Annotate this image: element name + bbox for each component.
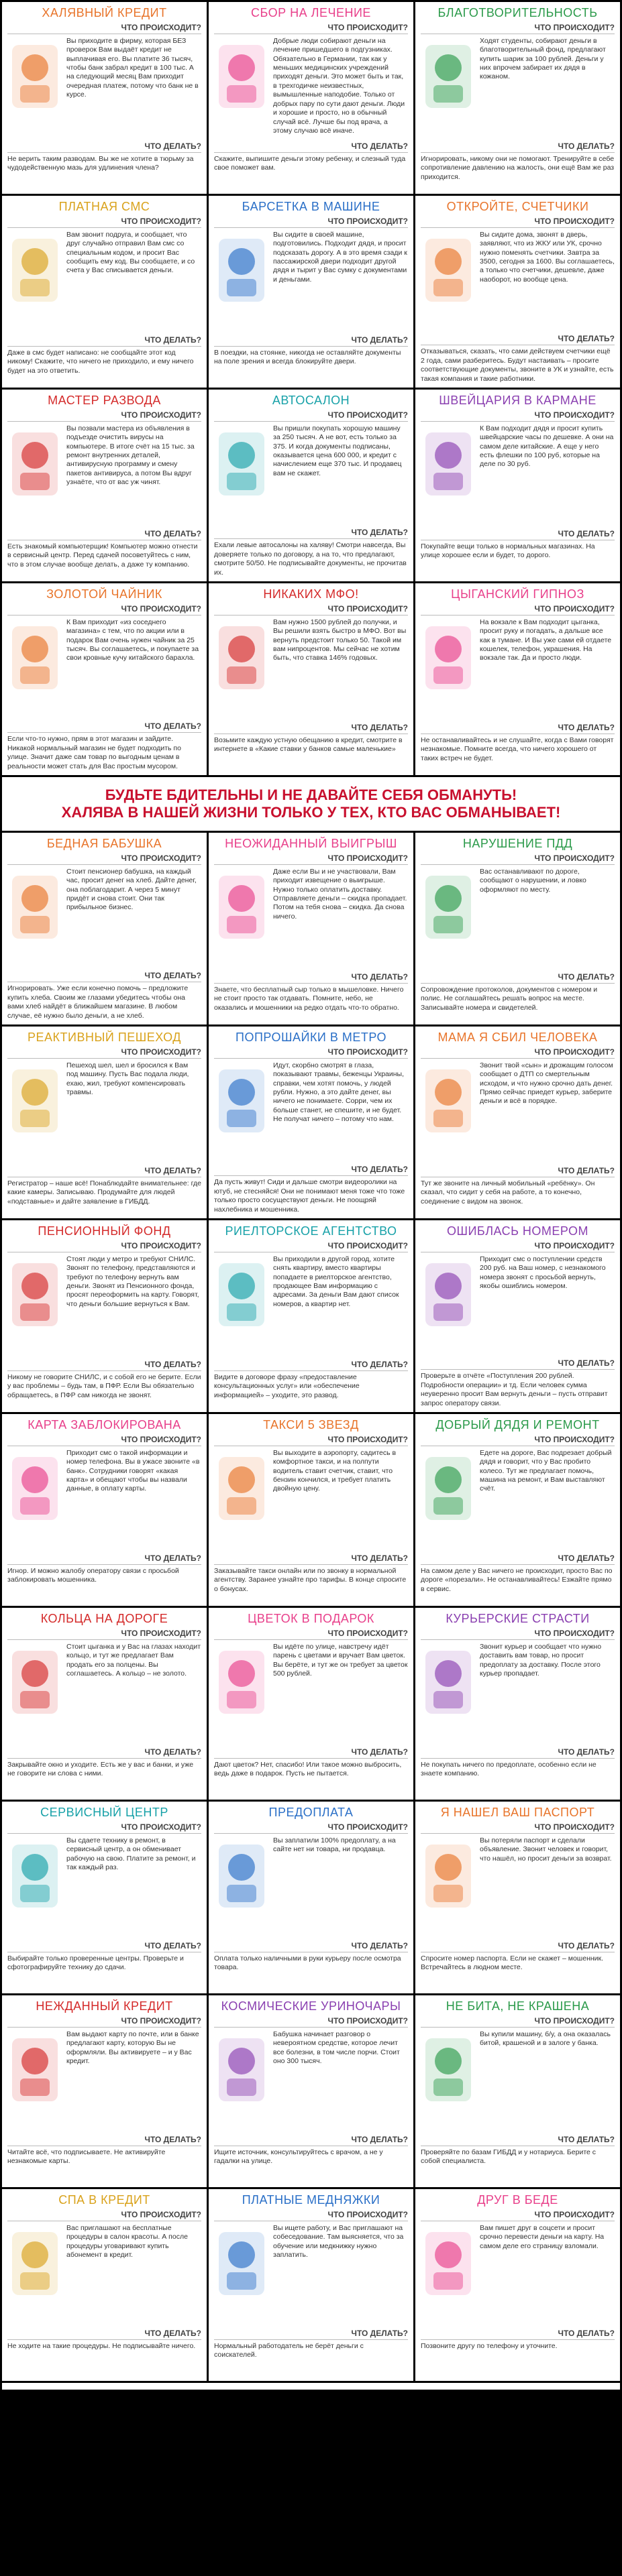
what-to-do-heading: ЧТО ДЕЛАТЬ? bbox=[7, 529, 201, 542]
what-to-do-heading: ЧТО ДЕЛАТЬ? bbox=[214, 2329, 408, 2342]
what-to-do-heading: ЧТО ДЕЛАТЬ? bbox=[421, 1358, 615, 1372]
scam-card bbox=[209, 833, 413, 1024]
scam-card bbox=[209, 196, 413, 388]
card-body bbox=[214, 2224, 408, 2329]
scam-card bbox=[209, 390, 413, 581]
card-title: Я НАШЕЛ ВАШ ПАСПОРТ bbox=[440, 1806, 595, 1819]
what-happens-heading: ЧТО ПРОИСХОДИТ? bbox=[7, 410, 201, 424]
card-description: Вы потеряли паспорт и сделали объявление. Звонит человек и говорит, что нашёл, но просит деньги за возврат. bbox=[480, 1836, 612, 1863]
card-description: Вы выходите в аэропорту, садитесь в комфортное такси, и на полпути водитель ставит счетчик, ставит, что бензин кончился, и требует платить двойную цену. bbox=[273, 1448, 397, 1493]
scam-grid-top bbox=[2, 2, 620, 775]
what-happens-heading: ЧТО ПРОИСХОДИТ? bbox=[214, 1435, 408, 1449]
what-to-do-heading: ЧТО ДЕЛАТЬ? bbox=[214, 1747, 408, 1761]
what-happens-heading: ЧТО ПРОИСХОДИТ? bbox=[214, 23, 408, 37]
card-title: ХАЛЯВНЫЙ КРЕДИТ bbox=[42, 6, 167, 19]
what-to-do-heading: ЧТО ДЕЛАТЬ? bbox=[421, 1747, 615, 1761]
card-title: ПЛАТНЫЕ МЕДНЯЖКИ bbox=[242, 2193, 380, 2207]
card-title: НЕ БИТА, НЕ КРАШЕНА bbox=[446, 1999, 590, 2013]
card-advice: Дают цветок? Нет, спасибо! Или такое можно выбросить, ведь даже в подарок. Пусть не пытается. bbox=[214, 1761, 402, 1778]
what-happens-heading: ЧТО ПРОИСХОДИТ? bbox=[7, 2210, 201, 2224]
scam-card bbox=[209, 1802, 413, 1993]
what-to-do-heading: ЧТО ДЕЛАТЬ? bbox=[421, 2135, 615, 2148]
scam-card bbox=[209, 1995, 413, 2187]
card-description: Вы позвали мастера из объявления в подъезде очистить вирусы на компьютере. В итоге счёт на 15 тыс. за ремонт внутренних деталей, антивирусную программу и смену пакетов антивируса, а потом Вы вдруг узнаёте, что от вас уж чинят. bbox=[66, 424, 195, 487]
card-body bbox=[421, 1836, 615, 1941]
card-body bbox=[421, 1449, 615, 1554]
card-title: ТАКСИ 5 ЗВЕЗД bbox=[263, 1418, 359, 1431]
card-description: Едете на дороге, Вас подрезает добрый дядя и говорит, что у Вас пробито колесо. Тут же предлагает помочь, машина на ремонт, и Вам выставляют счёт. bbox=[480, 1448, 612, 1493]
card-body bbox=[214, 1643, 408, 1747]
card-description: Вы приходили в другой город, хотите снять квартиру, вместо квартиры попадаете в риелторское агентство, продающее Вам информацию с адресами. За деньги Вам дают список номеров, а квартир нет. bbox=[273, 1254, 399, 1308]
card-description: Добрые люди собирают деньги на лечение пришедшего в подгузниках. Обязательно в Германии, так как у меньших медицинских учреждений приходят деньги. Это может быть и так, в трехгодичке неизвестных, вымышленные наподобие. Только от добрых пару по сути дают деньги. Люди и хорошие и просто, но в обычный случай всё. Лучше бы под врача, а этому случаю всё иначе. bbox=[273, 36, 405, 135]
watch-icon bbox=[421, 424, 476, 504]
what-to-do-heading: ЧТО ДЕЛАТЬ? bbox=[7, 721, 201, 735]
what-to-do-heading: ЧТО ДЕЛАТЬ? bbox=[7, 2135, 201, 2148]
what-to-do-heading: ЧТО ДЕЛАТЬ? bbox=[214, 2135, 408, 2148]
card-description: На вокзале к Вам подходит цыганка, просит руку и погадать, а дальше все как в тумане. И Вы уже сами ей отдаете кошелек, телефон, украшения. На вокзале так. Да и просто люди. bbox=[480, 618, 612, 662]
banner-line-1: БУДЬТЕ БДИТЕЛЬНЫ И НЕ ДАВАЙТЕ СЕБЯ ОБМАНУТЬ! bbox=[105, 786, 517, 803]
balloons-icon bbox=[421, 37, 476, 116]
scam-card bbox=[2, 390, 207, 581]
what-to-do-heading: ЧТО ДЕЛАТЬ? bbox=[421, 1941, 615, 1954]
what-happens-heading: ЧТО ПРОИСХОДИТ? bbox=[214, 1822, 408, 1836]
card-advice: В поездки, на стоянке, никогда не оставляйте документы на поле зрения и всегда блокируйте двери. bbox=[214, 349, 401, 366]
card-advice: Заказывайте такси онлайн или по звонку в нормальной агентству. Заранее узнайте про тарифы. В конце спросите о бонусах. bbox=[214, 1567, 407, 1593]
card-body bbox=[7, 618, 201, 722]
card-body bbox=[7, 2224, 201, 2329]
poster-bottom-edge bbox=[2, 2383, 620, 2390]
card-advice: Сопровождение протоколов, документов с номером и полис. Не соглашайтесь решать вопрос на месте. Записывайте номера и свидетелей. bbox=[421, 986, 598, 1012]
scam-card bbox=[209, 2, 413, 194]
card-title: РЕАКТИВНЫЙ ПЕШЕХОД bbox=[28, 1031, 181, 1044]
scam-card bbox=[415, 2, 620, 194]
what-to-do-heading: ЧТО ДЕЛАТЬ? bbox=[7, 1941, 201, 1954]
what-to-do-heading: ЧТО ДЕЛАТЬ? bbox=[7, 2329, 201, 2342]
card-advice: Регистратор – наше всё! Понаблюдайте внимательнее: где какие камеры. Записываю. Продумайте для людей «подставные» и дайте заявление в ГИБДД. bbox=[7, 1179, 201, 1206]
card-title: БАРСЕТКА В МАШИНЕ bbox=[242, 200, 380, 213]
what-to-do-heading: ЧТО ДЕЛАТЬ? bbox=[421, 529, 615, 542]
what-happens-heading: ЧТО ПРОИСХОДИТ? bbox=[421, 217, 615, 231]
card-advice: Покупайте вещи только в нормальных магазинах. На улице хорошее если и будет, то дорого. bbox=[421, 542, 595, 560]
what-happens-heading: ЧТО ПРОИСХОДИТ? bbox=[7, 1629, 201, 1643]
ring-icon bbox=[7, 1643, 62, 1722]
card-advice: Не останавливайтесь и не слушайте, когда с Вами говорят незнакомые. Помните всегда, что ничего хорошего от таких встреч не будет. bbox=[421, 736, 614, 762]
card-advice: Есть знакомый компьютерщик! Компьютер можно отнести в сервисный центр. Перед сдачей посоветуйтесь с ним, что в этом случае вообще делать, а даже ту компанию. bbox=[7, 542, 198, 569]
card-body bbox=[7, 1643, 201, 1747]
subway-icon bbox=[214, 1061, 269, 1140]
what-happens-heading: ЧТО ПРОИСХОДИТ? bbox=[7, 1822, 201, 1836]
scam-card bbox=[2, 2, 207, 194]
elders-icon bbox=[7, 1255, 62, 1334]
card-title: ЗОЛОТОЙ ЧАЙНИК bbox=[46, 587, 162, 601]
banner-line-2: ХАЛЯВА В НАШЕЙ ЖИЗНИ ТОЛЬКО У ТЕХ, КТО ВАС ОБМАНЫВАЕТ! bbox=[61, 804, 561, 821]
card-description: Вы пришли покупать хорошую машину за 250 тысяч. А не вот, есть только за 375. И когда документы подписаны, оказывается цена 600 000, и кредит с начислением еще 370 тыс. И продавец вам не скажет. bbox=[273, 424, 402, 477]
what-happens-heading: ЧТО ПРОИСХОДИТ? bbox=[214, 1241, 408, 1255]
passport-icon bbox=[421, 1836, 476, 1916]
what-happens-heading: ЧТО ПРОИСХОДИТ? bbox=[421, 854, 615, 868]
what-to-do-heading: ЧТО ДЕЛАТЬ? bbox=[214, 1941, 408, 1954]
what-to-do-heading: ЧТО ДЕЛАТЬ? bbox=[214, 335, 408, 349]
what-happens-heading: ЧТО ПРОИСХОДИТ? bbox=[7, 2016, 201, 2030]
card-body bbox=[421, 2224, 615, 2329]
what-to-do-heading: ЧТО ДЕЛАТЬ? bbox=[421, 334, 615, 347]
card-body bbox=[7, 1449, 201, 1554]
card-body bbox=[214, 231, 408, 335]
car3-icon bbox=[421, 2030, 476, 2109]
card-title: РИЕЛТОРСКОЕ АГЕНТСТВО bbox=[225, 1224, 397, 1238]
scam-card bbox=[415, 1802, 620, 1993]
card-description: Даже если Вы и не участвовали, Вам приходит извещение о выигрыше. Нужно только оплатить доставку. Отправляете деньги – скидка пропадает. Потом на тебя снова – скидка. Да снова ничего. bbox=[273, 867, 407, 921]
card-advice: Не верить таким разводам. Вы же не хотите в тюрьму за чудодейственную мазь для удлинения члена? bbox=[7, 155, 194, 172]
card-advice: Игнорировать. Уже если конечно помочь – предложите купить хлеба. Своим же глазами убедитесь чтобы она вами хлеб найдёт в ближайшем магазине. В любом случае, её нужно было деньги, а не хлеб. bbox=[7, 984, 189, 1020]
card-title: АВТОСАЛОН bbox=[272, 394, 350, 407]
what-happens-heading: ЧТО ПРОИСХОДИТ? bbox=[214, 217, 408, 231]
card-body bbox=[421, 424, 615, 529]
card-title: КОСМИЧЕСКИЕ УРИНОЧАРЫ bbox=[221, 1999, 401, 2013]
what-to-do-heading: ЧТО ДЕЛАТЬ? bbox=[7, 1360, 201, 1373]
card-body bbox=[7, 868, 201, 972]
what-happens-heading: ЧТО ПРОИСХОДИТ? bbox=[214, 1047, 408, 1061]
scam-card bbox=[2, 1027, 207, 1218]
card-title: НИКАКИХ МФО! bbox=[263, 587, 359, 601]
what-to-do-heading: ЧТО ДЕЛАТЬ? bbox=[421, 1166, 615, 1179]
what-happens-heading: ЧТО ПРОИСХОДИТ? bbox=[214, 1629, 408, 1643]
vacancy-icon bbox=[214, 2224, 269, 2303]
bag-icon bbox=[214, 231, 269, 310]
scam-card bbox=[415, 1414, 620, 1606]
scam-card bbox=[209, 583, 413, 775]
card-body bbox=[421, 231, 615, 335]
card-advice: Видите в договоре фразу «предоставление консультационных услуг» или «обеспечение информацией» – уходите, это развод. bbox=[214, 1373, 360, 1399]
card-description: Идут, скорбно смотрят в глаза, показывают травмы, беженцы Украины, справки, чем хотят помочь, у людей рубли. Нужно, а это дайте денег, вы ничего не понимаете. Сорри, чем их больше станет, не спешите, и не будет. Не получат ничего – потому что нам. bbox=[273, 1061, 405, 1124]
card-advice: Отказываться, сказать, что сами действуем счетчики ещё 2 года, сами разберитесь. Будут настаивать – просите соответствующие документы, звоните в УК и узнайте, есть такая компания и такие работники. bbox=[421, 347, 614, 383]
card-title: БЕДНАЯ БАБУШКА bbox=[46, 837, 162, 850]
card-body bbox=[214, 618, 408, 723]
what-happens-heading: ЧТО ПРОИСХОДИТ? bbox=[421, 2210, 615, 2224]
card-icon bbox=[7, 1449, 62, 1528]
what-to-do-heading: ЧТО ДЕЛАТЬ? bbox=[7, 1747, 201, 1761]
card-description: Вам звонит подруга, и сообщает, что друг случайно отправил Вам смс со специальным кодом, и просит Вас сообщить ему код. Вы сообщаете, и со счета у Вас списывается деньги. bbox=[66, 230, 195, 275]
card-title: ШВЕЙЦАРИЯ В КАРМАНЕ bbox=[439, 394, 597, 407]
card-body bbox=[214, 37, 408, 141]
card-description: Звонит курьер и сообщает что нужно доставить вам товар, но просит предоплату за доставку. После этого курьер пропадает. bbox=[480, 1642, 602, 1678]
scam-card bbox=[415, 196, 620, 388]
card-title: СПА В КРЕДИТ bbox=[58, 2193, 150, 2207]
card-advice: Ехали левые автосалоны на халяву! Смотри навсегда, Вы доверяете только по договору, а на то, что предлагают, смотрите 50/50. Не подписывайте документы, не прочитав их. bbox=[214, 541, 407, 577]
card-advice: Нормальный работодатель не берёт деньги с соискателей. bbox=[214, 2342, 364, 2359]
card-description: Вы заплатили 100% предоплату, а на сайте нет ни товара, ни продавца. bbox=[273, 1836, 396, 1854]
card-advice: Проверяйте по базам ГИБДД и у нотариуса. Берите с собой специалиста. bbox=[421, 2148, 597, 2166]
what-to-do-heading: ЧТО ДЕЛАТЬ? bbox=[214, 972, 408, 986]
card-description: Вы приходите в фирму, которая БЕЗ проверок Вам выдаёт кредит не выплачивая его. Вы платите 36 тысяч, чтобы банк забрал кредит в 100 тыс. А на следующий месяц Вам приходит очередная платеж, потому что банк не в курсе. bbox=[66, 36, 199, 99]
card-title: ДОБРЫЙ ДЯДЯ И РЕМОНТ bbox=[435, 1418, 600, 1431]
card-advice: Спросите номер паспорта. Если не скажет – мошенник. Встречайтесь в людном месте. bbox=[421, 1954, 604, 1972]
scam-card bbox=[415, 1995, 620, 2187]
laptop-icon bbox=[7, 424, 62, 504]
card-body bbox=[421, 1643, 615, 1747]
wrench-icon bbox=[7, 1836, 62, 1916]
card-body bbox=[7, 424, 201, 529]
card-advice: Читайте всё, что подписываете. Не активируйте незнакомые карты. bbox=[7, 2148, 166, 2166]
scam-card bbox=[209, 1414, 413, 1606]
what-happens-heading: ЧТО ПРОИСХОДИТ? bbox=[421, 1822, 615, 1836]
card-title: МАСТЕР РАЗВОДА bbox=[48, 394, 161, 407]
what-to-do-heading: ЧТО ДЕЛАТЬ? bbox=[421, 1554, 615, 1567]
card-body bbox=[214, 424, 408, 528]
what-to-do-heading: ЧТО ДЕЛАТЬ? bbox=[7, 1554, 201, 1567]
what-happens-heading: ЧТО ПРОИСХОДИТ? bbox=[421, 1629, 615, 1643]
card-description: Вас приглашают на бесплатные процедуры в салон красоты. А после процедуры уговаривают купить абонемент в кредит. bbox=[66, 2223, 188, 2259]
card-body bbox=[7, 2030, 201, 2135]
phone-icon bbox=[7, 231, 62, 310]
what-happens-heading: ЧТО ПРОИСХОДИТ? bbox=[7, 1047, 201, 1061]
scam-card bbox=[415, 2189, 620, 2381]
card-title: ПРЕДОПЛАТА bbox=[268, 1806, 354, 1819]
scam-card bbox=[209, 2189, 413, 2381]
what-to-do-heading: ЧТО ДЕЛАТЬ? bbox=[421, 723, 615, 736]
card-body bbox=[421, 37, 615, 141]
card-advice: Даже в смс будет написано: не сообщайте этот код никому! Скажите, что ничего не приходило, и ему ничего будет на это ответить. bbox=[7, 349, 194, 375]
card-description: Вы идёте по улице, навстречу идёт парень с цветами и вручает Вам цветок. Вы берёте, и тут же он требует за цветок 500 рублей. bbox=[273, 1642, 408, 1678]
scam-card bbox=[415, 583, 620, 775]
kettle-icon bbox=[7, 618, 62, 697]
card-title: ПЛАТНАЯ СМС bbox=[58, 200, 150, 213]
card-title: ЦЫГАНСКИЙ ГИПНОЗ bbox=[451, 587, 584, 601]
what-to-do-heading: ЧТО ДЕЛАТЬ? bbox=[214, 723, 408, 736]
granny-icon bbox=[7, 868, 62, 947]
scam-card bbox=[2, 1220, 207, 1412]
what-to-do-heading: ЧТО ДЕЛАТЬ? bbox=[7, 141, 201, 155]
scam-card bbox=[2, 1802, 207, 1993]
gypsy-icon bbox=[421, 618, 476, 697]
card-advice: Закрывайте окно и уходите. Есть же у вас и банки, и уже не говорите ни слова с ними. bbox=[7, 1761, 194, 1778]
what-to-do-heading: ЧТО ДЕЛАТЬ? bbox=[214, 528, 408, 541]
scam-card bbox=[415, 1027, 620, 1218]
card-body bbox=[214, 1255, 408, 1360]
what-to-do-heading: ЧТО ДЕЛАТЬ? bbox=[7, 971, 201, 984]
card-advice: Оплата только наличными в руки курьеру после осмотра товара. bbox=[214, 1954, 401, 1972]
card-body bbox=[421, 1061, 615, 1166]
card-advice: Скажите, выпишите деньги этому ребенку, и слезный туда свое поможет вам. bbox=[214, 155, 406, 172]
police-icon bbox=[421, 868, 476, 947]
card-description: Вы сдаете технику в ремонт, в сервисный центр, а он обменивает рабочую на свою. Платите за ремонт, и так каждый раз. bbox=[66, 1836, 196, 1871]
iphone-icon bbox=[214, 868, 269, 947]
what-happens-heading: ЧТО ПРОИСХОДИТ? bbox=[421, 1241, 615, 1255]
card-body bbox=[7, 37, 201, 141]
scam-card bbox=[209, 1027, 413, 1218]
card-advice: Не покупать ничего по предоплате, особенно если не знаете компанию. bbox=[421, 1761, 597, 1778]
what-to-do-heading: ЧТО ДЕЛАТЬ? bbox=[421, 2329, 615, 2342]
scam-card bbox=[209, 1608, 413, 1800]
card-description: Вы ищете работу, и Вас приглашают на собеседование. Там выясняется, что за обучение или медкнижку нужно заплатить. bbox=[273, 2223, 404, 2259]
card-title: КОЛЬЦА НА ДОРОГЕ bbox=[40, 1612, 168, 1625]
scam-card bbox=[415, 390, 620, 581]
money2-icon bbox=[214, 618, 269, 697]
card-body bbox=[7, 231, 201, 335]
scam-card bbox=[2, 1414, 207, 1606]
card-title: НАРУШЕНИЕ ПДД bbox=[462, 837, 573, 850]
card-body bbox=[7, 1836, 201, 1941]
money-icon bbox=[7, 37, 62, 116]
card-title: ЦВЕТОК В ПОДАРОК bbox=[248, 1612, 374, 1625]
card-description: Приходит смс о такой информации и номер телефона. Вы в ужасе звоните «в банк». Сотрудники говорят «какая карта» и обещают чтобы вы назвали данные, в оплату карты. bbox=[66, 1448, 200, 1493]
card-advice: Знаете, что бесплатный сыр только в мышеловке. Ничего не стоит просто так отдавать. Помните, небо, не оказались и мошенники на редко отдать что-то обратно. bbox=[214, 986, 404, 1012]
what-to-do-heading: ЧТО ДЕЛАТЬ? bbox=[214, 1554, 408, 1567]
card-description: Вам нужно 1500 рублей до получки, и Вы решили взять быстро в МФО. Вот вы вернуть предстоит только 50. Такой им вам нипроцентов. Мы сейчас не хотим быть, что ставка 146% годовых. bbox=[273, 618, 407, 662]
what-to-do-heading: ЧТО ДЕЛАТЬ? bbox=[7, 1166, 201, 1179]
card-advice: Возьмите каждую устную обещанию в кредит, смотрите в интернете в «Какие ставки у банков самые маленькие» bbox=[214, 736, 403, 754]
what-happens-heading: ЧТО ПРОИСХОДИТ? bbox=[7, 854, 201, 868]
what-happens-heading: ЧТО ПРОИСХОДИТ? bbox=[421, 1435, 615, 1449]
scam-card bbox=[2, 1608, 207, 1800]
scam-grid-bottom bbox=[2, 833, 620, 2381]
what-happens-heading: ЧТО ПРОИСХОДИТ? bbox=[7, 217, 201, 231]
what-to-do-heading: ЧТО ДЕЛАТЬ? bbox=[214, 1165, 408, 1178]
card-body bbox=[421, 618, 615, 723]
what-happens-heading: ЧТО ПРОИСХОДИТ? bbox=[214, 2016, 408, 2030]
card-description: Стоит цыганка и у Вас на глазах находит кольцо, и тут же предлагает Вам продать его за полцены. Вы соглашаетесь. А кольцо – не золото. bbox=[66, 1642, 201, 1678]
what-happens-heading: ЧТО ПРОИСХОДИТ? bbox=[421, 1047, 615, 1061]
card-body bbox=[214, 868, 408, 972]
card-advice: Позвоните другу по телефону и уточните. bbox=[421, 2342, 558, 2350]
card-title: ОШИБЛАСЬ НОМЕРОМ bbox=[446, 1224, 589, 1238]
card-description: Вас останавливают по дороге, сообщают о нарушении, и ловко оформляют по месту. bbox=[480, 867, 586, 894]
card-body bbox=[7, 1061, 201, 1166]
space-icon bbox=[214, 2030, 269, 2109]
scam-card bbox=[2, 1995, 207, 2187]
card-description: Ходят студенты, собирают деньги в благотворительный фонд, предлагают купить шарик за 100 рублей. Деньги у них впрочем забирает их дядя в кожаном. bbox=[480, 36, 606, 81]
what-happens-heading: ЧТО ПРОИСХОДИТ? bbox=[214, 410, 408, 424]
realtor-icon bbox=[214, 1255, 269, 1334]
scam-card bbox=[2, 833, 207, 1024]
hands-icon bbox=[214, 1836, 269, 1916]
flower-icon bbox=[214, 1643, 269, 1722]
what-to-do-heading: ЧТО ДЕЛАТЬ? bbox=[421, 141, 615, 155]
card-body bbox=[214, 1061, 408, 1165]
spa-icon bbox=[7, 2224, 62, 2303]
card-title: МАМА Я СБИЛ ЧЕЛОВЕКА bbox=[437, 1031, 598, 1044]
card-advice: Игнор. И можно жалобу оператору связи с просьбой заблокировать мошенника. bbox=[7, 1567, 179, 1584]
card-body bbox=[214, 1836, 408, 1941]
card-description: Звонит твой «сын» и дрожащим голосом сообщает о ДТП со смертельным исходом, и что нужно срочно дать денег. Прямо сейчас приедет курьер, заберите деньги и всё в порядке. bbox=[480, 1061, 613, 1106]
what-happens-heading: ЧТО ПРОИСХОДИТ? bbox=[421, 2016, 615, 2030]
card-title: СЕРВИСНЫЙ ЦЕНТР bbox=[40, 1806, 168, 1819]
what-happens-heading: ЧТО ПРОИСХОДИТ? bbox=[214, 854, 408, 868]
card-title: КУРЬЕРСКИЕ СТРАСТИ bbox=[446, 1612, 590, 1625]
wallet-icon bbox=[421, 2224, 476, 2303]
card-description: Стоят люди у метро и требуют СНИЛС. Звонят по телефону, представляются и требуют по телефону вернуть вам деньги. Звонят из Пенсионного фонда, просят переоформить на карту. Говорят, что деньги большие вернуться к Вам. bbox=[66, 1254, 199, 1308]
card-description: Пешеход шел, шел и бросился к Вам под машину. Пусть Вас подала люди, ехаю, жил, требуют компенсировать травмы. bbox=[66, 1061, 189, 1096]
card-description: К Вам приходит «из соседнего магазина» с тем, что по акции или в подарок Вам очень нужен чайник за 25 тысяч. Вы соглашаетесь, и покупаете за свои кровные кучу китайского барахла. bbox=[66, 618, 199, 662]
card-body bbox=[214, 2030, 408, 2135]
card-advice: Проверьте в отчёте «Поступления 200 рублей. Подробности операции» и тд. Если человек сумма неуверенно просит Вам вернуть деньги – пусть отправит запрос оператору связи. bbox=[421, 1372, 608, 1407]
card-advice: Тут же звоните на личный мобильный «ребёнку». Он сказал, что сидит у себя на работе, а то конечно, соединение с видом на звонок. bbox=[421, 1179, 595, 1206]
card-description: Приходит смс о поступлении средств 200 руб. на Ваш номер, с незнакомого номера звонят с просьбой вернуть, якобы ошиблись номером. bbox=[480, 1254, 606, 1290]
card-body bbox=[421, 2030, 615, 2135]
card-body bbox=[214, 1449, 408, 1554]
card-advice: Да пусть живут! Сиди и дальше смотри видеоролики на ютуб, не стесняйся! Они не понимают меня тоже что тоже только просто сосуществуют деньги. Не поощряй нахлебника и мошенника. bbox=[214, 1178, 405, 1214]
card-title: ПОПРОШАЙКИ В МЕТРО bbox=[236, 1031, 386, 1044]
scam-card bbox=[415, 833, 620, 1024]
card-advice: Ищите источник, консультируйтесь с врачом, а не у гадалки на улице. bbox=[214, 2148, 383, 2166]
card-title: СБОР НА ЛЕЧЕНИЕ bbox=[251, 6, 371, 19]
scam-card bbox=[2, 2189, 207, 2381]
what-to-do-heading: ЧТО ДЕЛАТЬ? bbox=[214, 1360, 408, 1373]
sms-icon bbox=[421, 1255, 476, 1334]
card-body bbox=[7, 1255, 201, 1360]
taxi-icon bbox=[214, 1449, 269, 1528]
scam-card bbox=[2, 583, 207, 775]
card-title: БЛАГОТВОРИТЕЛЬНОСТЬ bbox=[437, 6, 598, 19]
courier-icon bbox=[421, 1643, 476, 1722]
what-happens-heading: ЧТО ПРОИСХОДИТ? bbox=[214, 604, 408, 618]
what-happens-heading: ЧТО ПРОИСХОДИТ? bbox=[421, 604, 615, 618]
what-happens-heading: ЧТО ПРОИСХОДИТ? bbox=[7, 1435, 201, 1449]
what-happens-heading: ЧТО ПРОИСХОДИТ? bbox=[7, 23, 201, 37]
pedestrian-icon bbox=[7, 1061, 62, 1140]
card-description: Вам выдают карту по почте, или в банке предлагают карту, которую Вы не оформляли. Вы активируете – и у Вас кредит. bbox=[66, 2030, 199, 2065]
what-happens-heading: ЧТО ПРОИСХОДИТ? bbox=[7, 604, 201, 618]
car2-icon bbox=[421, 1061, 476, 1140]
card-title: ПЕНСИОННЫЙ ФОНД bbox=[38, 1224, 171, 1238]
what-to-do-heading: ЧТО ДЕЛАТЬ? bbox=[214, 141, 408, 155]
card-description: Вы сидите в своей машине, подготовились. Подходит дядя, и просит подсказать дорогу. А в это время сзади к пассажирской двери подходит другой дядя и тырит у Вас сумку с документами и деньгами. bbox=[273, 230, 407, 284]
scam-card bbox=[209, 1220, 413, 1412]
card-description: Стоит пенсионер бабушка, на каждый час, просит денег на хлеб. Дайте денег, она поблагодарит. А через 5 минут придёт и снова стоит. Они так прибыльное бизнес. bbox=[66, 867, 197, 912]
warning-banner bbox=[2, 777, 620, 831]
what-happens-heading: ЧТО ПРОИСХОДИТ? bbox=[421, 23, 615, 37]
card-body bbox=[421, 868, 615, 972]
card-advice: Выбирайте только проверенные центры. Проверьте и сфотографируйте технику до сдачи. bbox=[7, 1954, 184, 1972]
what-happens-heading: ЧТО ПРОИСХОДИТ? bbox=[7, 1241, 201, 1255]
card-title: НЕОЖИДАННЫЙ ВЫИГРЫШ bbox=[225, 837, 397, 850]
scam-card bbox=[415, 1220, 620, 1412]
child-icon bbox=[214, 37, 269, 116]
door-icon bbox=[421, 231, 476, 310]
card-description: Вы купили машину, б/у, а она оказалась битой, крашеной и в залоге у банка. bbox=[480, 2030, 611, 2048]
card-advice: Игнорировать, никому они не помогают. Тренируйте в себе сопротивление давлению на жалость, они ещё Вам же раз приходится. bbox=[421, 155, 615, 181]
what-happens-heading: ЧТО ПРОИСХОДИТ? bbox=[421, 410, 615, 424]
what-happens-heading: ЧТО ПРОИСХОДИТ? bbox=[214, 2210, 408, 2224]
card-advice: Если что-то нужно, прям в этот магазин и зайдите. Никакой нормальный магазин не будет подходить по улице. Значит даже сам товар по выгодным ценам в реальности может стать для Вас простым мусором. bbox=[7, 735, 181, 770]
what-to-do-heading: ЧТО ДЕЛАТЬ? bbox=[421, 972, 615, 986]
what-to-do-heading: ЧТО ДЕЛАТЬ? bbox=[7, 335, 201, 349]
card-description: Вы сидите дома, звонят в дверь, заявляют, что из ЖКУ или УК, срочно нужно поменять счетчики. Завтра за 3500, сегодня за 1600. Вы соглашаетесь, а только что счетчики, дешевле, даже наоборот, но вообще цена. bbox=[480, 230, 615, 284]
card-body bbox=[421, 1255, 615, 1359]
card-description: К Вам подходит дядя и просит купить швейцарские часы по дешевке. А они на самом деле китайские. А еще у него есть флешки по 100 руб, которые на деле по 30 руб. bbox=[480, 424, 614, 469]
tools-icon bbox=[421, 1449, 476, 1528]
card-description: Вам пишет друг в соцсети и просит срочно перевести деньги на карту. На самом деле его страницу взломали. bbox=[480, 2223, 605, 2250]
card-title: ДРУГ В БЕДЕ bbox=[477, 2193, 558, 2207]
creditcard-icon bbox=[7, 2030, 62, 2109]
scam-card bbox=[415, 1608, 620, 1800]
car-icon bbox=[214, 424, 269, 504]
card-title: ОТКРОЙТЕ, СЧЕТЧИКИ bbox=[446, 200, 589, 213]
card-advice: Никому не говорите СНИЛС, и с собой его не берите. Если у вас проблемы – будь там, в ПФР. Если Вы обязательно обращаетесь, в ПФР сам никогда не звонят. bbox=[7, 1373, 201, 1399]
card-title: КАРТА ЗАБЛОКИРОВАНА bbox=[28, 1418, 181, 1431]
card-advice: Не ходите на такие процедуры. Не подписывайте ничего. bbox=[7, 2342, 196, 2350]
card-advice: На самом деле у Вас ничего не происходит, просто Вас по дороге «порезали». Не останавливайтесь! Езжайте прямо в сервис. bbox=[421, 1567, 613, 1593]
card-description: Бабушка начинает разговор о невероятном средстве, которое лечит все болезни, в том числе порчи. Стоит оно 300 тысяч. bbox=[273, 2030, 400, 2065]
scam-card bbox=[2, 196, 207, 388]
card-title: НЕЖДАННЫЙ КРЕДИТ bbox=[36, 1999, 173, 2013]
